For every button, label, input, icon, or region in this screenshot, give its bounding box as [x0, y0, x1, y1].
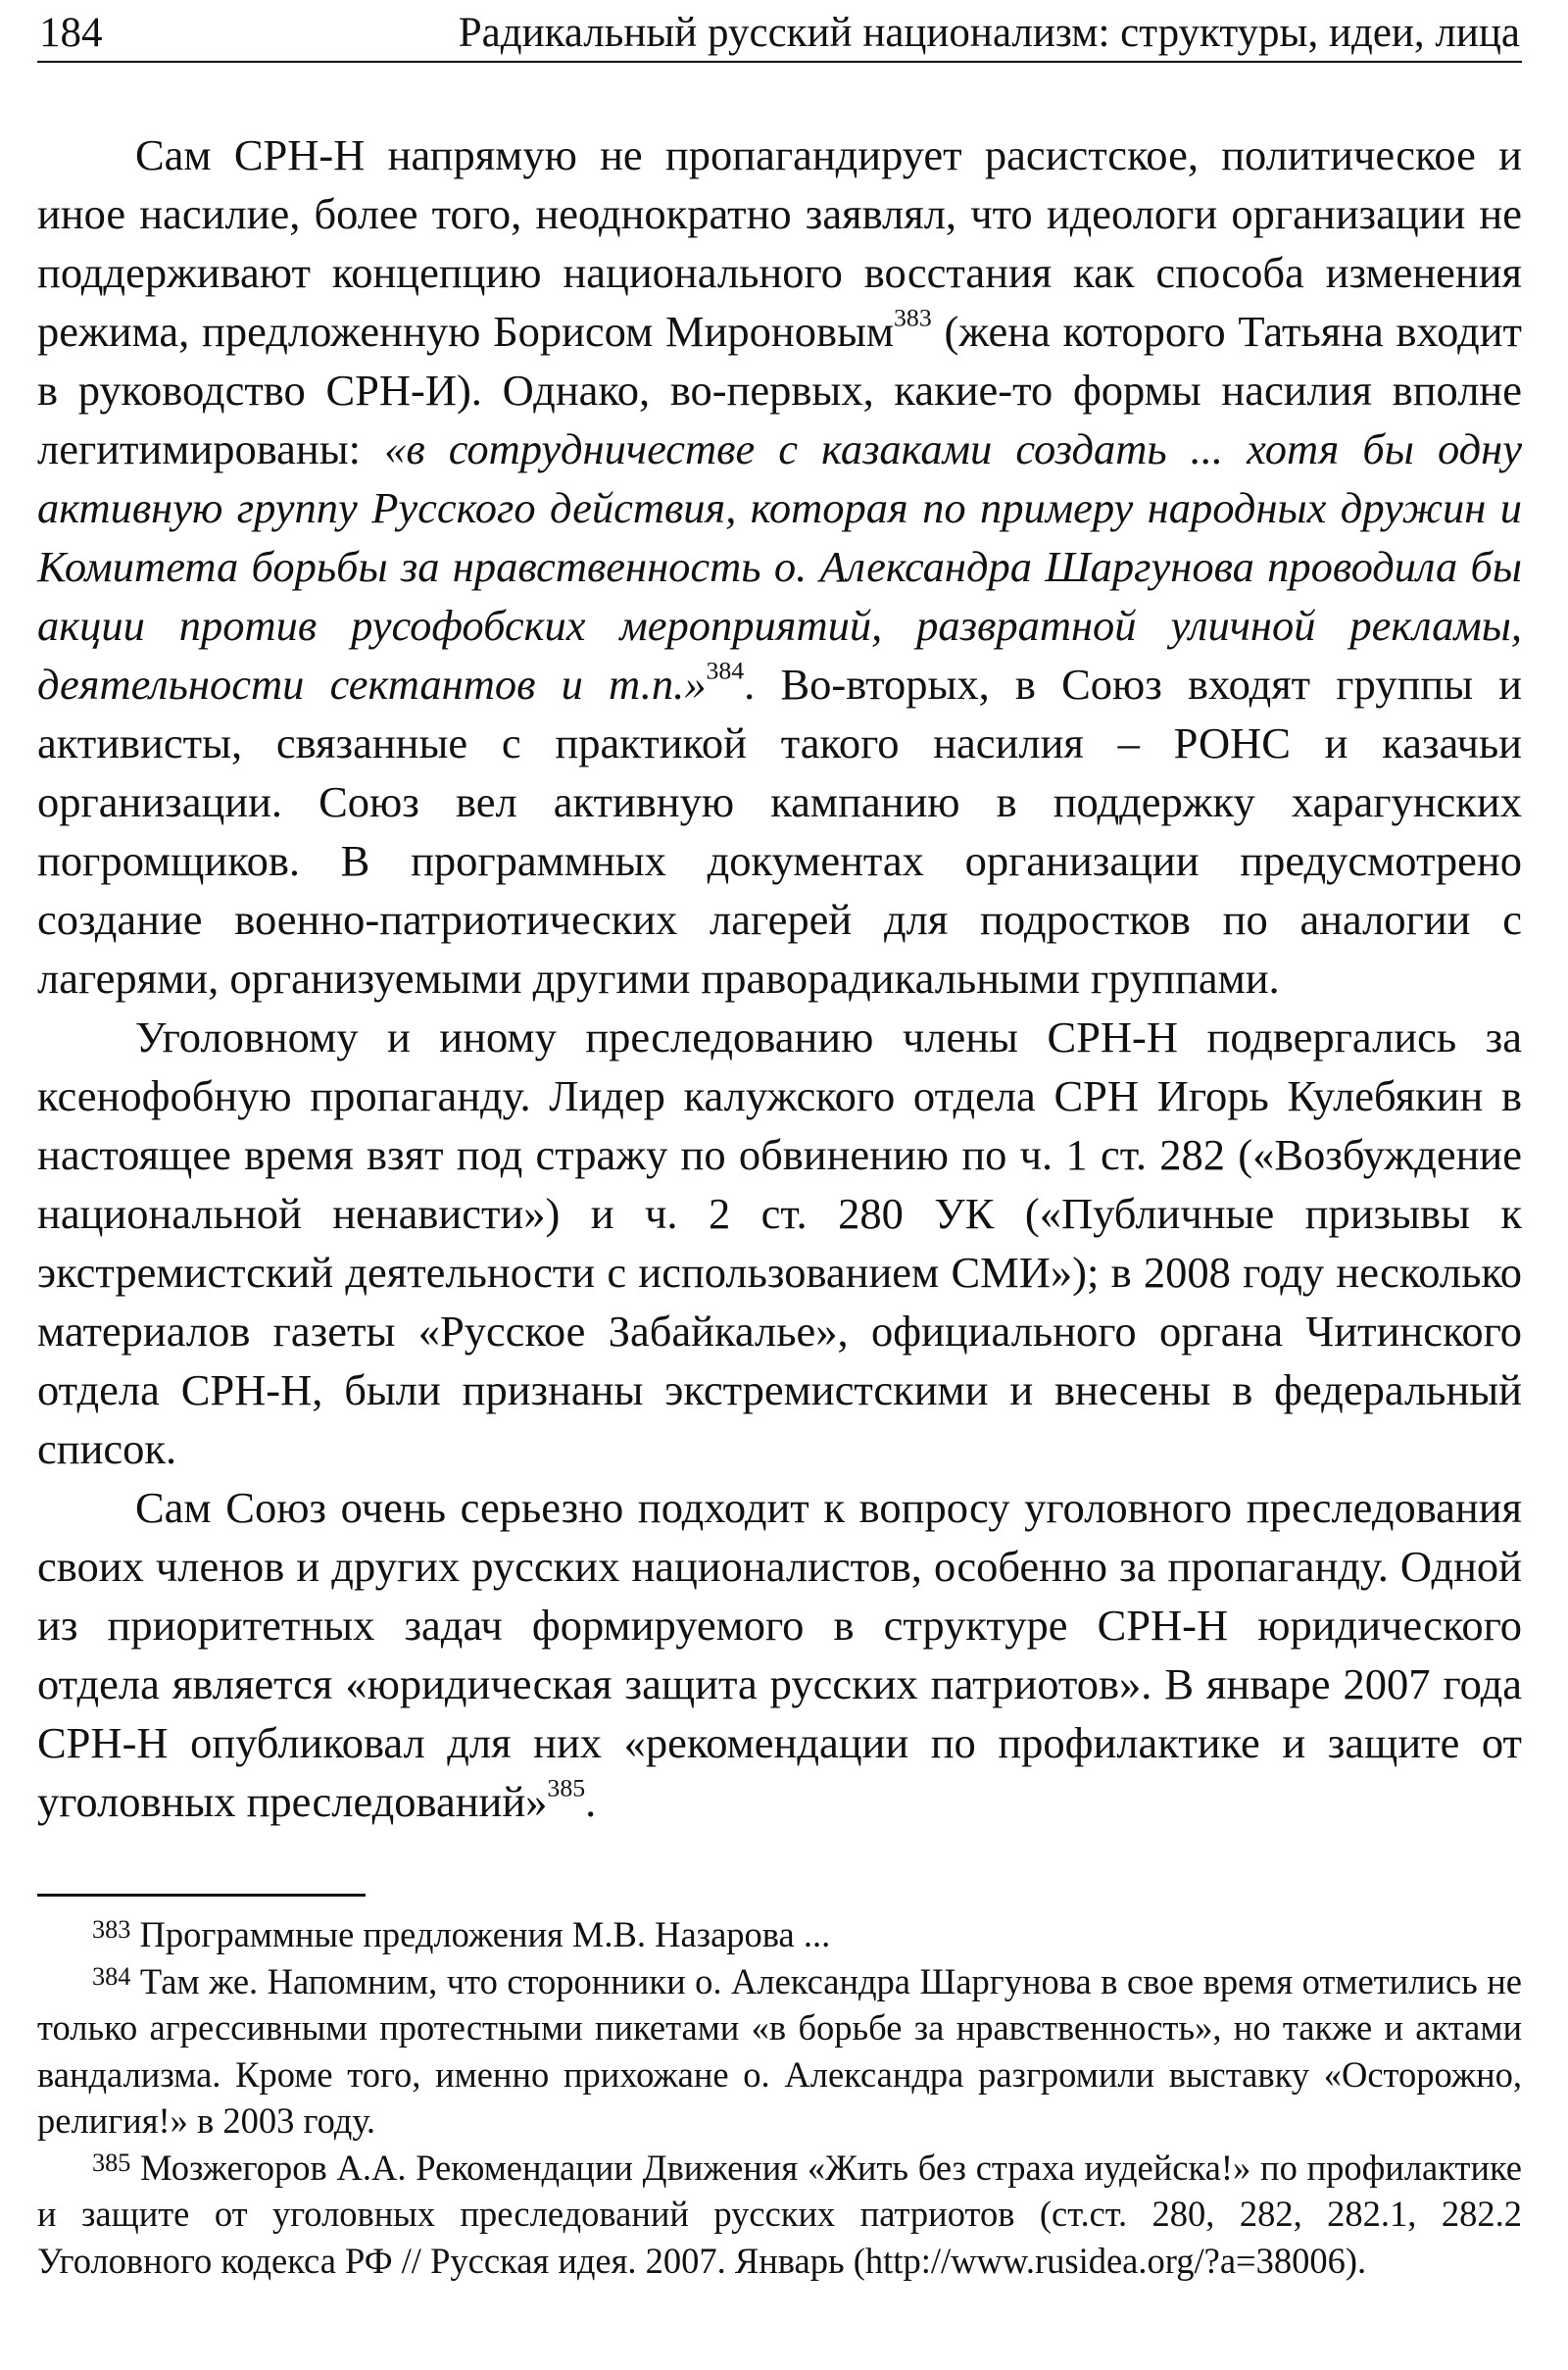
paragraph-text: Сам Союз очень серьезно подходит к вопросу уголовного преследования своих членов и других русских националистов, особенно за пропаганду. Одной из приоритетных задач формируемого в структуре СРН-Н юридического отдела является «юридическая защита русских патриотов». В январе 2007 года СРН-Н опубликовал для них «рекомендации по профилактике и защите от уголовных преследований» [37, 1483, 1522, 1826]
footnote-divider [37, 1894, 366, 1897]
footnote-ref[interactable]: 383 [894, 303, 932, 332]
paragraph [37, 1478, 1522, 1831]
italic-quote: «в сотрудничестве с казаками создать ... хотя бы одну активную группу Русского действия, которая по примеру народных дружин и Комитета борьбы за нравственность о. Александра Шаргунова проводила бы акции против русофобских мероприятий, развратной уличной рекламы, деятельности сектантов и т.п.» [37, 424, 1523, 709]
book-page [37, 0, 1522, 2370]
footnote [37, 1911, 1522, 1958]
paragraph-text: Уголовному и иному преследованию члены СРН-Н подвергались за ксенофобную пропаганду. Лидер калужского отдела СРН Игорь Кулебякин в настоящее время взят под стражу по обвинению по ч. 1 ст. 282 («Возбуждение национальной ненависти») и ч. 2 ст. 280 УК («Публичные призывы к экстремистский деятельности с использованием СМИ»); в 2008 году несколько материалов газеты «Русское Забайкалье», официального органа Читинского отдела СРН-Н, были признаны экстремистскими и внесены в федеральный список. [37, 1012, 1522, 1473]
footnote-ref[interactable]: 385 [547, 1773, 586, 1802]
footnote-number: 384 [92, 1961, 131, 1991]
footnote-number: 385 [92, 2148, 131, 2177]
running-title: Радикальный русский национализм: структуры, идеи, лица [458, 10, 1520, 56]
page-number: 184 [39, 10, 103, 56]
footnote [37, 1958, 1522, 2145]
footnote-text: Программные предложения М.В. Назарова ... [130, 1914, 831, 1954]
paragraph [37, 1008, 1522, 1478]
running-header [37, 8, 1522, 63]
footnotes [37, 1911, 1522, 2284]
paragraph-end: . [585, 1777, 597, 1826]
main-text [37, 125, 1522, 1831]
footnote-text: Мозжегоров А.А. Рекомендации Движения «Жить без страха иудейска!» по профилактике и защите от уголовных преследований русских патриотов (ст.ст. 280, 282, 282.1, 282.2 Уголовного кодекса РФ // Русская идея. 2007. Январь (http://www.rusidea.org/?a=38006). [37, 2147, 1522, 2281]
paragraph-text: Сам СРН-Н напрямую не пропагандирует расистское, политическое и иное насилие, более того, неоднократно заявлял, что идеологи организации не поддерживают концепцию национального восстания как способа изменения режима, предложенную Борисом Мироновым [37, 130, 1522, 356]
footnote [37, 2145, 1522, 2285]
footnote-ref[interactable]: 384 [706, 656, 745, 685]
paragraph-text: . Во-вторых, в Союз входят группы и активисты, связанные с практикой такого насилия – РОНС и казачьи организации. Союз вел активную кампанию в поддержку харагунских погромщиков. В программных документах организации предусмотрено создание военно-патриотических лагерей для подростков по аналогии с лагерями, организуемыми другими праворадикальными группами. [37, 660, 1522, 1003]
paragraph [37, 125, 1522, 1008]
footnote-number: 383 [92, 1914, 131, 1944]
paragraph-text: (жена которого Татьяна входит в руководство СРН-И). Однако, во-первых, какие-то формы насилия вполне легитимированы: [37, 307, 1522, 473]
footnote-text: Там же. Напомним, что сторонники о. Александра Шаргунова в свое время отметились не только агрессивными протестными пикетами «в борьбе за нравственность», но также и актами вандализма. Кроме того, именно прихожане о. Александра разгромили выставку «Осторожно, религия!» в 2003 году. [37, 1960, 1522, 2141]
